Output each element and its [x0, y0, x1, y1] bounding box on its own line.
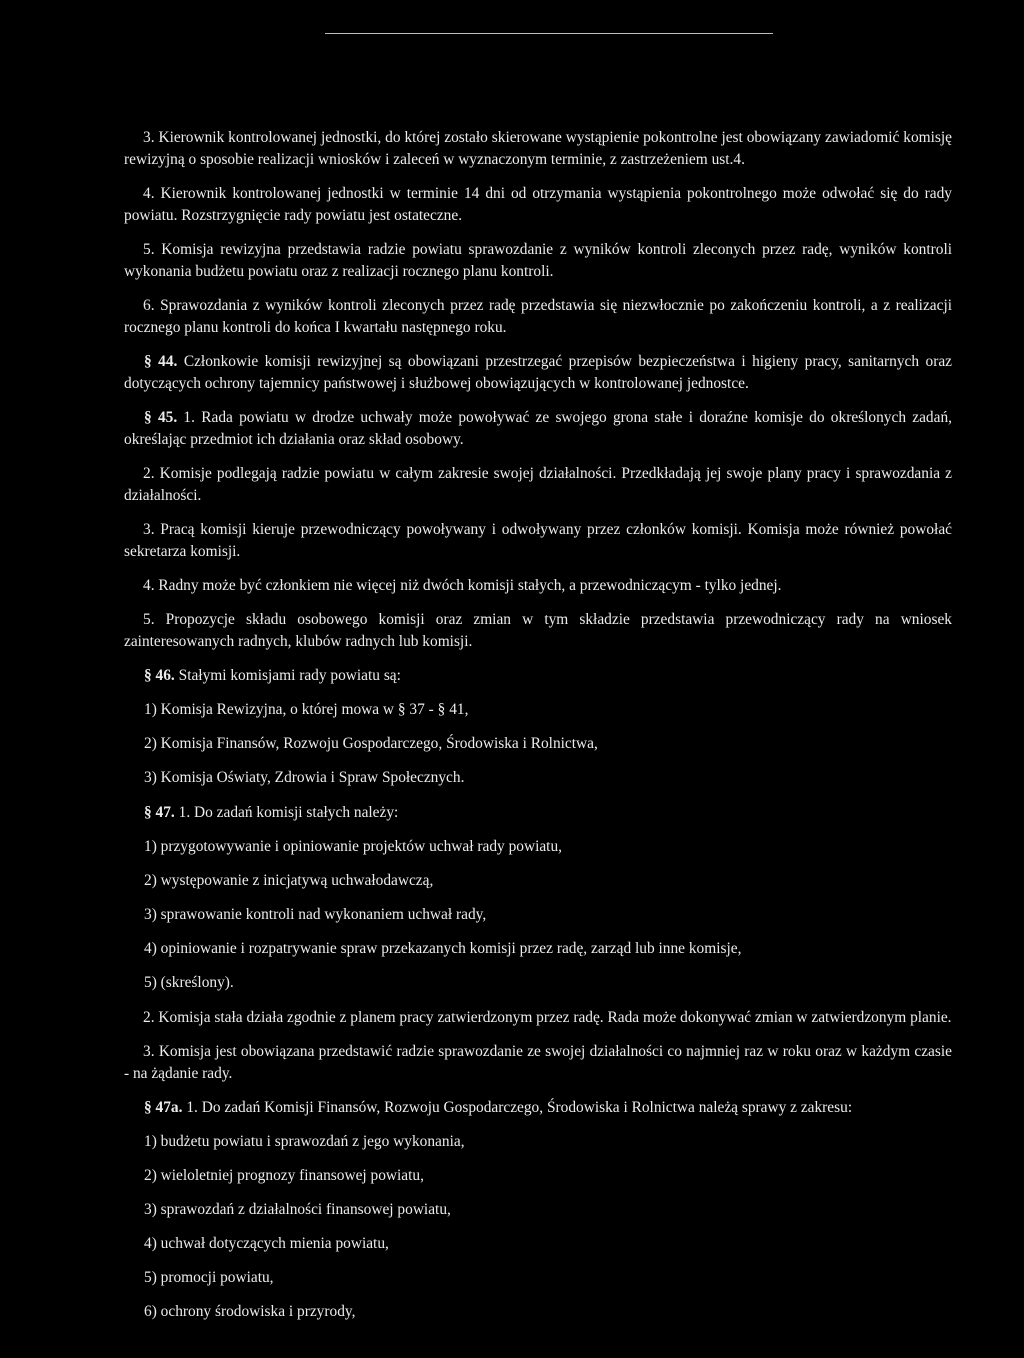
- list-item: 5) promocji powiatu,: [144, 1269, 274, 1287]
- list-item: 3) sprawozdań z działalności finansowej powiatu,: [144, 1200, 451, 1218]
- section-47a-number: § 47a.: [144, 1098, 183, 1116]
- section-47-number: § 47.: [144, 803, 175, 821]
- section-44: [124, 351, 952, 395]
- section-47-point-3: 3. Komisja jest obowiązana przedstawić radzie sprawozdanie ze swojej działalności co najmniej raz w roku oraz w każdym czasie - na żądanie rady.: [124, 1042, 952, 1082]
- section-46: [124, 665, 952, 687]
- header-rule: [325, 33, 773, 34]
- list-item: 4) uchwał dotyczących mienia powiatu,: [144, 1235, 389, 1253]
- list-item: 3) Komisja Oświaty, Zdrowia i Spraw Społecznych.: [144, 769, 465, 787]
- list-item: 3) sprawowanie kontroli nad wykonaniem uchwał rady,: [144, 905, 487, 923]
- list-item: 1) przygotowywanie i opiniowanie projektów uchwał rady powiatu,: [144, 837, 563, 855]
- section-46-text: Stałymi komisjami rady powiatu są:: [174, 667, 401, 684]
- list-item: 6) ochrony środowiska i przyrody,: [144, 1303, 356, 1321]
- section-45-number: § 45.: [144, 409, 178, 426]
- document-page: [124, 127, 952, 1336]
- section-45-point-4: 4. Radny może być członkiem nie więcej niż dwóch komisji stałych, a przewodniczącym - tylko jednej.: [143, 577, 782, 594]
- section-45-text: 1. Rada powiatu w drodze uchwały może powoływać ze swojego grona stałe i doraźne komisje do określonych zadań, określając przedmiot ich działania oraz skład osobowy.: [124, 409, 953, 448]
- section-47-point-2: 2. Komisja stała działa zgodnie z planem pracy zatwierdzonym przez radę. Rada może dokonywać zmian w zatwierdzonym planie.: [143, 1008, 952, 1026]
- section-45-point-3: 3. Pracą komisji kieruje przewodniczący powoływany i odwoływany przez członków komisji. Komisja może również powołać sekretarza komisji.: [124, 521, 952, 560]
- section-45: [124, 407, 952, 451]
- list-item: 1) budżetu powiatu i sprawozdań z jego wykonania,: [144, 1132, 465, 1150]
- list-item: 2) występowanie z inicjatywą uchwałodawczą,: [144, 871, 434, 889]
- section-47a-text: 1. Do zadań Komisji Finansów, Rozwoju Gospodarczego, Środowiska i Rolnictwa należą sprawy z zakresu:: [182, 1098, 853, 1116]
- section-47: [124, 802, 952, 824]
- section-44-number: § 44.: [144, 353, 178, 370]
- paragraph-4: 4. Kierownik kontrolowanej jednostki w terminie 14 dni od otrzymania wystąpienia pokontrolnego może odwołać się do rady powiatu. Rozstrzygnięcie rady powiatu jest ostateczne.: [124, 185, 952, 224]
- section-44-text: Członkowie komisji rewizyjnej są obowiązani przestrzegać przepisów bezpieczeństwa i higieny pracy, sanitarnych oraz dotyczących ochrony tajemnicy państwowej i służbowej obowiązujących w kontrolowanej jednostce.: [124, 353, 953, 392]
- list-item: 4) opiniowanie i rozpatrywanie spraw przekazanych komisji przez radę, zarząd lub inne komisje,: [144, 940, 742, 958]
- section-46-number: § 46.: [144, 667, 175, 684]
- list-item: 1) Komisja Rewizyjna, o której mowa w § 37 - § 41,: [144, 701, 469, 718]
- section-47a: [124, 1097, 952, 1119]
- list-item: 5) (skreślony).: [144, 974, 234, 992]
- section-47-text: 1. Do zadań komisji stałych należy:: [174, 803, 399, 821]
- paragraph-5: 5. Komisja rewizyjna przedstawia radzie powiatu sprawozdanie z wyników kontroli zleconych przez radę, wyników kontroli wykonania budżetu powiatu oraz z realizacji rocznego planu kontroli.: [124, 241, 952, 280]
- section-45-point-5: 5. Propozycje składu osobowego komisji oraz zmian w tym składzie przedstawia przewodniczący rady na wniosek zainteresowanych radnych, klubów radnych lub komisji.: [124, 611, 952, 650]
- list-item: 2) Komisja Finansów, Rozwoju Gospodarczego, Środowiska i Rolnictwa,: [144, 735, 598, 753]
- section-45-point-2: 2. Komisje podlegają radzie powiatu w całym zakresie swojej działalności. Przedkładają jej swoje plany pracy i sprawozdania z działalności.: [124, 465, 952, 504]
- list-item: 2) wieloletniej prognozy finansowej powiatu,: [144, 1166, 424, 1184]
- paragraph-6: 6. Sprawozdania z wyników kontroli zleconych przez radę przedstawia się niezwłocznie po zakończeniu kontroli, a z realizacji rocznego planu kontroli do końca I kwartału następnego roku.: [124, 297, 952, 336]
- paragraph-3: 3. Kierownik kontrolowanej jednostki, do której zostało skierowane wystąpienie pokontrolne jest obowiązany zawiadomić komisję rewizyjną o sposobie realizacji wniosków i zaleceń w wyznaczonym terminie, z zastrzeżeniem ust.4.: [124, 129, 952, 168]
